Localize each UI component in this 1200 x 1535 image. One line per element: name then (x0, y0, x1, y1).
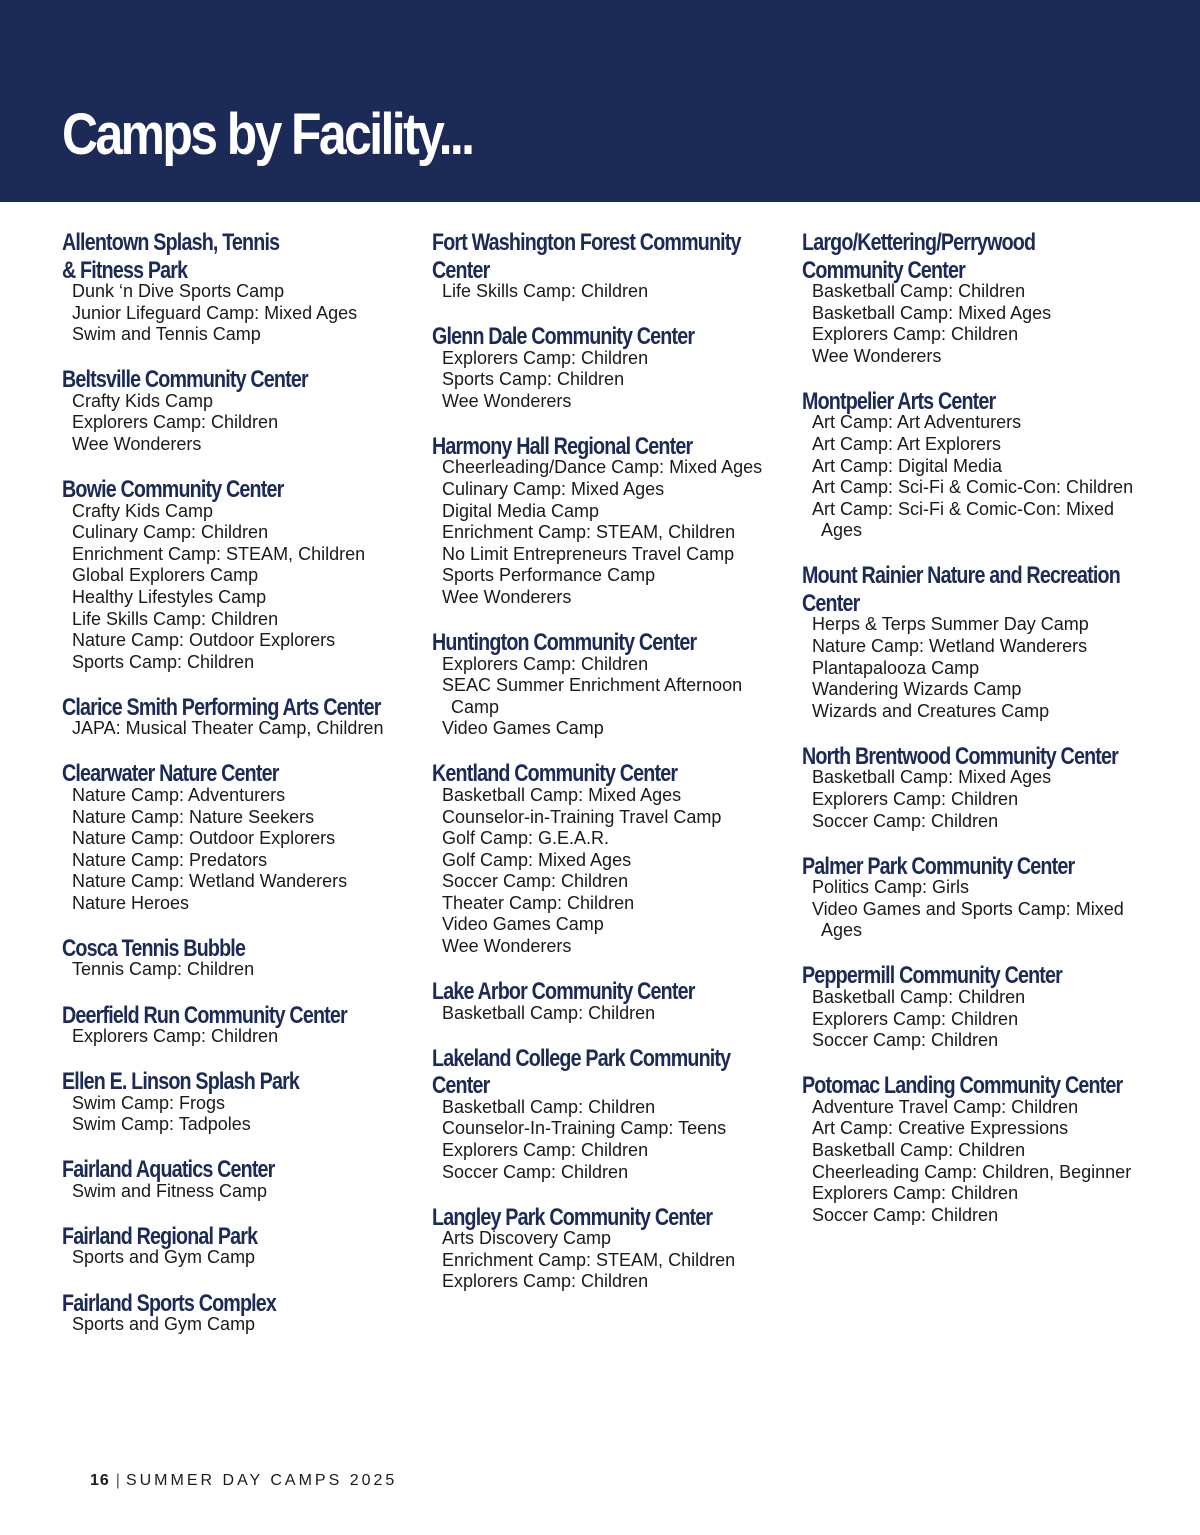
camp-item: Explorers Camp: Children (442, 347, 649, 368)
camp-list (62, 391, 412, 456)
facility-name: Beltsville Community Center (62, 366, 308, 394)
camp-item: Nature Camp: Wetland Wanderers (72, 871, 348, 892)
camp-list (62, 1093, 412, 1136)
camp-list (432, 1097, 782, 1183)
facility-block (432, 629, 782, 740)
publication-title: SUMMER DAY CAMPS 2025 (125, 1472, 398, 1489)
facility-block (432, 1045, 782, 1183)
camp-item: Life Skills Camp: Children (72, 608, 279, 629)
camp-item: Explorers Camp: Children (812, 1183, 1019, 1204)
camp-list (62, 501, 412, 674)
header-banner (0, 0, 1200, 202)
facility-name: Clearwater Nature Center (62, 760, 279, 788)
facility-block (802, 853, 1152, 942)
camp-item: Explorers Camp: Children (72, 1026, 279, 1047)
camp-item: Art Camp: Sci-Fi & Comic-Con: Children (812, 477, 1134, 498)
camp-item: Explorers Camp: Children (442, 1271, 649, 1292)
camp-item: No Limit Entrepreneurs Travel Camp (442, 543, 735, 564)
camp-item: Healthy Lifestyles Camp (72, 586, 267, 607)
camp-item: Art Camp: Art Adventurers (812, 412, 1022, 433)
facility-block (432, 760, 782, 957)
camp-item: Art Camp: Sci-Fi & Comic-Con: Mixed Ages (812, 498, 1115, 541)
camp-item: Nature Camp: Wetland Wanderers (812, 636, 1088, 657)
facility-name: Bowie Community Center (62, 476, 284, 504)
camp-item: Explorers Camp: Children (812, 1008, 1019, 1029)
camp-list (432, 1003, 782, 1025)
camp-item: Explorers Camp: Children (72, 412, 279, 433)
facility-name: Potomac Landing Community Center (802, 1072, 1123, 1100)
facility-block (802, 562, 1152, 722)
facility-block (62, 1156, 412, 1202)
camp-item: Life Skills Camp: Children (442, 281, 649, 301)
camp-item: Wee Wonderers (442, 586, 572, 607)
facility-block (802, 1072, 1152, 1226)
camp-item: Theater Camp: Children (442, 892, 635, 913)
camp-list (62, 718, 412, 740)
camp-item: Wizards and Creatures Camp (812, 700, 1050, 721)
camp-item: Soccer Camp: Children (812, 1204, 999, 1225)
camp-item: Explorers Camp: Children (442, 653, 649, 674)
facility-block (802, 229, 1152, 367)
facility-name: Clarice Smith Performing Arts Center (62, 693, 381, 721)
camp-item: Tennis Camp: Children (72, 959, 255, 980)
page-number: 16 (90, 1472, 110, 1489)
facility-name: Allentown Splash, Tennis & Fitness Park (62, 229, 280, 284)
camp-item: Counselor-in-Training Travel Camp (442, 806, 722, 827)
facility-name: Cosca Tennis Bubble (62, 934, 246, 962)
camp-item: Soccer Camp: Children (442, 1161, 629, 1182)
camp-item: Soccer Camp: Children (812, 810, 999, 831)
facility-block (802, 962, 1152, 1051)
camp-item: Sports and Gym Camp (72, 1314, 256, 1335)
camp-item: Nature Camp: Outdoor Explorers (72, 828, 336, 849)
camp-item: Wee Wonderers (72, 433, 202, 454)
camp-item: Explorers Camp: Children (442, 1139, 649, 1160)
camp-item: Plantapalooza Camp (812, 657, 980, 678)
camp-item: Wee Wonderers (442, 390, 572, 411)
camp-item: Herps & Terps Summer Day Camp (812, 614, 1089, 635)
camp-list (432, 457, 782, 608)
camp-item: Explorers Camp: Children (812, 789, 1019, 809)
facility-name: Harmony Hall Regional Center (432, 432, 693, 460)
camp-item: Art Camp: Digital Media (812, 455, 1003, 476)
facility-column-1 (62, 229, 412, 1356)
facility-name: Mount Rainier Nature and Recreation Center (802, 562, 1120, 617)
facility-name: Kentland Community Center (432, 760, 678, 788)
camp-item: Sports and Gym Camp (72, 1247, 256, 1268)
camp-item: Wee Wonderers (812, 345, 942, 366)
camp-item: Soccer Camp: Children (812, 1030, 999, 1051)
camp-list (802, 412, 1152, 542)
camp-item: Basketball Camp: Children (812, 281, 1026, 301)
camp-item: Video Games Camp (442, 718, 604, 739)
camp-item: Swim Camp: Frogs (72, 1092, 226, 1113)
camp-list (432, 348, 782, 413)
camp-item: Arts Discovery Camp (442, 1228, 612, 1249)
facility-name: Deerfield Run Community Center (62, 1001, 347, 1029)
page-title: Camps by Facility... (62, 102, 473, 167)
camp-list (802, 987, 1152, 1052)
camp-item: Culinary Camp: Children (72, 522, 269, 543)
camp-list (802, 1097, 1152, 1227)
camp-item: Digital Media Camp (442, 500, 600, 521)
camp-item: Sports Camp: Children (72, 651, 255, 672)
facility-name: Fort Washington Forest Community Center (432, 229, 741, 284)
camp-item: Junior Lifeguard Camp: Mixed Ages (72, 302, 358, 323)
facility-name: Fairland Aquatics Center (62, 1156, 275, 1184)
facility-name: Huntington Community Center (432, 629, 697, 657)
facility-name: Palmer Park Community Center (802, 852, 1075, 880)
camp-item: Swim Camp: Tadpoles (72, 1114, 251, 1135)
facility-block (62, 1290, 412, 1336)
camp-item: Soccer Camp: Children (442, 871, 629, 892)
camp-item: Crafty Kids Camp (72, 500, 214, 521)
facility-name: Fairland Sports Complex (62, 1289, 277, 1317)
camp-item: Basketball Camp: Mixed Ages (812, 302, 1052, 323)
camp-item: Culinary Camp: Mixed Ages (442, 478, 665, 499)
camp-item: Dunk ‘n Dive Sports Camp (72, 281, 285, 301)
camp-list (802, 877, 1152, 942)
camp-item: Video Games Camp (442, 914, 604, 935)
camp-item: Nature Camp: Nature Seekers (72, 806, 315, 827)
camp-item: Nature Camp: Predators (72, 849, 268, 870)
facility-column-2 (432, 229, 782, 1313)
facility-block (62, 1068, 412, 1136)
facility-name: Glenn Dale Community Center (432, 323, 695, 351)
camp-item: Art Camp: Creative Expressions (812, 1118, 1069, 1139)
camp-list (432, 281, 782, 303)
camp-item: Enrichment Camp: STEAM, Children (442, 1249, 736, 1270)
facility-name: Langley Park Community Center (432, 1203, 713, 1231)
camp-list (802, 281, 1152, 367)
facility-name: Fairland Regional Park (62, 1222, 258, 1250)
camp-item: Swim and Tennis Camp (72, 324, 261, 345)
facility-column-3 (802, 229, 1152, 1247)
camp-item: SEAC Summer Enrichment Afternoon Camp (442, 675, 743, 717)
camp-list (62, 281, 412, 346)
camp-item: Basketball Camp: Children (442, 1096, 656, 1117)
facility-block (62, 476, 412, 673)
footer-separator: | (115, 1472, 120, 1489)
page-footer (90, 1470, 397, 1492)
facility-name: Peppermill Community Center (802, 962, 1062, 990)
camp-item: Video Games and Sports Camp: Mixed Ages (812, 898, 1124, 941)
camp-item: Nature Heroes (72, 892, 190, 913)
facility-block (62, 229, 412, 346)
facility-block (802, 743, 1152, 832)
facility-block (432, 978, 782, 1024)
camp-item: Basketball Camp: Mixed Ages (442, 784, 682, 805)
facility-block (432, 229, 782, 303)
camp-list (62, 1181, 412, 1203)
camp-item: Basketball Camp: Children (812, 1139, 1026, 1160)
facility-name: Largo/Kettering/Perrywood Community Center (802, 229, 1036, 284)
camp-list (432, 1228, 782, 1293)
camp-list (432, 785, 782, 958)
camp-item: Sports Camp: Children (442, 369, 625, 390)
facility-block (62, 366, 412, 455)
facility-block (62, 935, 412, 981)
facility-name: Lake Arbor Community Center (432, 978, 695, 1006)
camp-item: Explorers Camp: Children (812, 324, 1019, 345)
camp-item: Global Explorers Camp (72, 565, 259, 586)
camp-item: Enrichment Camp: STEAM, Children (442, 522, 736, 543)
facility-block (802, 388, 1152, 542)
camp-item: Golf Camp: G.E.A.R. (442, 828, 610, 849)
camp-item: Cheerleading Camp: Children, Beginner (812, 1161, 1132, 1182)
camp-item: Crafty Kids Camp (72, 390, 214, 411)
camp-item: Basketball Camp: Mixed Ages (812, 767, 1052, 788)
facility-block (432, 1204, 782, 1293)
camp-list (802, 614, 1152, 722)
camp-list (62, 1314, 412, 1336)
camp-item: Nature Camp: Adventurers (72, 784, 286, 805)
camp-item: Basketball Camp: Children (442, 1002, 656, 1023)
facility-block (62, 1002, 412, 1048)
facility-name: Montpelier Arts Center (802, 387, 996, 415)
camp-list (62, 959, 412, 981)
facility-block (432, 433, 782, 609)
camp-item: Adventure Travel Camp: Children (812, 1096, 1079, 1117)
facility-name: North Brentwood Community Center (802, 742, 1118, 770)
camp-list (62, 1247, 412, 1269)
camp-item: Swim and Fitness Camp (72, 1180, 268, 1201)
camp-list (802, 767, 1152, 832)
camp-item: Politics Camp: Girls (812, 877, 970, 898)
camp-item: Basketball Camp: Children (812, 986, 1026, 1007)
camp-list (62, 1026, 412, 1048)
camp-list (432, 654, 782, 740)
camp-item: Sports Performance Camp (442, 565, 656, 586)
camp-item: JAPA: Musical Theater Camp, Children (72, 718, 384, 739)
camp-item: Wandering Wizards Camp (812, 679, 1022, 700)
camp-item: Golf Camp: Mixed Ages (442, 849, 632, 870)
camp-item: Cheerleading/Dance Camp: Mixed Ages (442, 457, 763, 478)
facility-block (62, 694, 412, 740)
facility-block (62, 760, 412, 914)
facility-block (432, 323, 782, 412)
facility-block (62, 1223, 412, 1269)
facility-name: Lakeland College Park Community Center (432, 1044, 731, 1100)
camp-item: Nature Camp: Outdoor Explorers (72, 630, 336, 651)
camp-item: Art Camp: Art Explorers (812, 433, 1002, 454)
camp-list (62, 785, 412, 915)
camp-item: Enrichment Camp: STEAM, Children (72, 543, 366, 564)
camp-item: Wee Wonderers (442, 936, 572, 957)
camp-item: Counselor-In-Training Camp: Teens (442, 1118, 727, 1139)
facility-name: Ellen E. Linson Splash Park (62, 1068, 300, 1096)
